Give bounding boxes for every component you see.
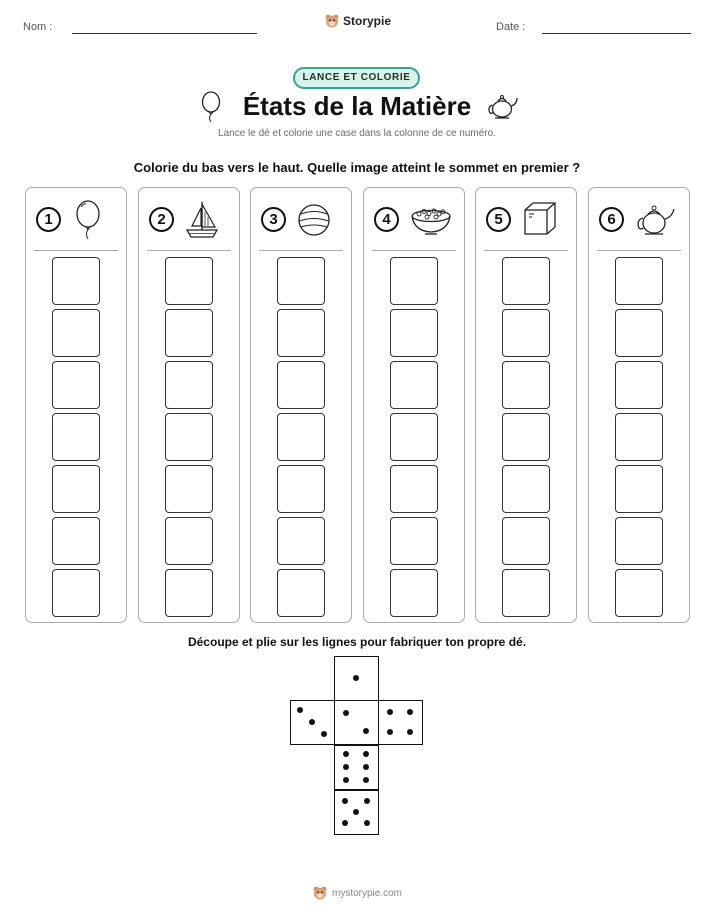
color-cell[interactable] bbox=[165, 569, 213, 617]
color-cell[interactable] bbox=[277, 517, 325, 565]
color-cell[interactable] bbox=[390, 569, 438, 617]
column-number: 5 bbox=[486, 207, 511, 232]
activity-badge: LANCE ET COLORIE bbox=[293, 67, 420, 89]
color-cell[interactable] bbox=[615, 517, 663, 565]
color-cell[interactable] bbox=[390, 309, 438, 357]
column-header bbox=[261, 200, 343, 240]
color-cell[interactable] bbox=[165, 517, 213, 565]
die-pip bbox=[342, 820, 348, 826]
color-cell[interactable] bbox=[390, 257, 438, 305]
color-cell[interactable] bbox=[615, 361, 663, 409]
brand-name: Storypie bbox=[343, 14, 392, 28]
die-face-5 bbox=[334, 790, 379, 835]
die-pip bbox=[407, 729, 413, 735]
column-header bbox=[374, 200, 456, 240]
column-header bbox=[486, 200, 568, 240]
footer-url[interactable]: mystorypie.com bbox=[331, 887, 402, 899]
footer bbox=[0, 885, 714, 901]
die-face-3 bbox=[290, 700, 335, 745]
color-cell[interactable] bbox=[615, 465, 663, 513]
column-header bbox=[149, 200, 231, 240]
color-cell[interactable] bbox=[52, 413, 100, 461]
color-cell[interactable] bbox=[502, 413, 550, 461]
cereal-bowl-icon bbox=[410, 200, 452, 245]
color-cell[interactable] bbox=[52, 309, 100, 357]
brand-logo bbox=[324, 13, 391, 29]
ball-icon bbox=[297, 200, 331, 245]
color-cell[interactable] bbox=[165, 361, 213, 409]
date-label: Date : bbox=[496, 21, 526, 33]
date-line[interactable] bbox=[542, 33, 691, 34]
color-cell[interactable] bbox=[165, 309, 213, 357]
balloon-icon bbox=[72, 200, 106, 245]
die-pip bbox=[364, 798, 370, 804]
column-divider bbox=[372, 250, 456, 251]
color-cell[interactable] bbox=[52, 569, 100, 617]
column-2 bbox=[138, 187, 240, 623]
column-divider bbox=[147, 250, 231, 251]
name-label: Nom : bbox=[23, 21, 53, 33]
color-cell[interactable] bbox=[502, 569, 550, 617]
column-header bbox=[599, 200, 681, 240]
ice-cube-icon bbox=[522, 200, 558, 245]
column-4 bbox=[363, 187, 465, 623]
die-pip bbox=[297, 707, 303, 713]
color-cell[interactable] bbox=[277, 465, 325, 513]
die-pip bbox=[343, 777, 349, 783]
die-pip bbox=[387, 709, 393, 715]
die-pip bbox=[342, 798, 348, 804]
die-pip bbox=[309, 719, 315, 725]
die-pip bbox=[321, 731, 327, 737]
column-1 bbox=[25, 187, 127, 623]
color-cell[interactable] bbox=[52, 361, 100, 409]
color-cell[interactable] bbox=[502, 309, 550, 357]
column-6 bbox=[588, 187, 690, 623]
die-pip bbox=[363, 764, 369, 770]
color-cell[interactable] bbox=[277, 257, 325, 305]
color-cell[interactable] bbox=[52, 517, 100, 565]
color-cell[interactable] bbox=[502, 517, 550, 565]
color-cell[interactable] bbox=[165, 465, 213, 513]
die-face-1 bbox=[334, 656, 379, 701]
instruction: Colorie du bas vers le haut. Quelle image atteint le sommet en premier ? bbox=[133, 160, 581, 175]
color-cell[interactable] bbox=[502, 465, 550, 513]
name-line[interactable] bbox=[72, 33, 257, 34]
column-divider bbox=[484, 250, 568, 251]
die-pip bbox=[343, 764, 349, 770]
die-pip bbox=[363, 777, 369, 783]
color-cell[interactable] bbox=[615, 569, 663, 617]
color-cell[interactable] bbox=[390, 413, 438, 461]
column-5 bbox=[475, 187, 577, 623]
die-face-4 bbox=[378, 700, 423, 745]
column-divider bbox=[34, 250, 118, 251]
teapot-icon bbox=[635, 200, 677, 245]
die-pip bbox=[353, 809, 359, 815]
subtitle: Lance le dé et colorie une case dans la colonne de ce numéro. bbox=[218, 128, 496, 139]
color-cell[interactable] bbox=[615, 413, 663, 461]
color-cell[interactable] bbox=[165, 413, 213, 461]
column-3 bbox=[250, 187, 352, 623]
color-cell[interactable] bbox=[52, 465, 100, 513]
column-divider bbox=[597, 250, 681, 251]
die-face-6 bbox=[334, 745, 379, 790]
storypie-mascot-icon bbox=[312, 885, 328, 901]
column-number: 4 bbox=[374, 207, 399, 232]
column-number: 6 bbox=[599, 207, 624, 232]
color-cell[interactable] bbox=[52, 257, 100, 305]
color-cell[interactable] bbox=[277, 309, 325, 357]
color-cell[interactable] bbox=[165, 257, 213, 305]
color-cell[interactable] bbox=[390, 465, 438, 513]
color-cell[interactable] bbox=[615, 309, 663, 357]
column-divider bbox=[259, 250, 343, 251]
color-cell[interactable] bbox=[502, 257, 550, 305]
color-cell[interactable] bbox=[277, 569, 325, 617]
color-cell[interactable] bbox=[615, 257, 663, 305]
cut-instruction: Découpe et plie sur les lignes pour fabriquer ton propre dé. bbox=[187, 635, 527, 649]
color-cell[interactable] bbox=[390, 517, 438, 565]
die-pip bbox=[387, 729, 393, 735]
die-pip bbox=[363, 751, 369, 757]
color-cell[interactable] bbox=[502, 361, 550, 409]
column-number: 3 bbox=[261, 207, 286, 232]
column-number: 1 bbox=[36, 207, 61, 232]
die-pip bbox=[343, 751, 349, 757]
die-pip bbox=[343, 710, 349, 716]
color-cell[interactable] bbox=[277, 361, 325, 409]
die-pip bbox=[363, 728, 369, 734]
die-pip bbox=[407, 709, 413, 715]
die-face-2 bbox=[334, 700, 379, 745]
die-pip bbox=[364, 820, 370, 826]
die-pip bbox=[353, 675, 359, 681]
storypie-mascot-icon bbox=[324, 13, 340, 29]
page-title: États de la Matière bbox=[242, 91, 472, 121]
column-number: 2 bbox=[149, 207, 174, 232]
teapot-title-icon bbox=[486, 93, 520, 121]
color-cell[interactable] bbox=[390, 361, 438, 409]
column-header bbox=[36, 200, 118, 240]
sailboat-icon bbox=[185, 200, 219, 245]
color-cell[interactable] bbox=[277, 413, 325, 461]
